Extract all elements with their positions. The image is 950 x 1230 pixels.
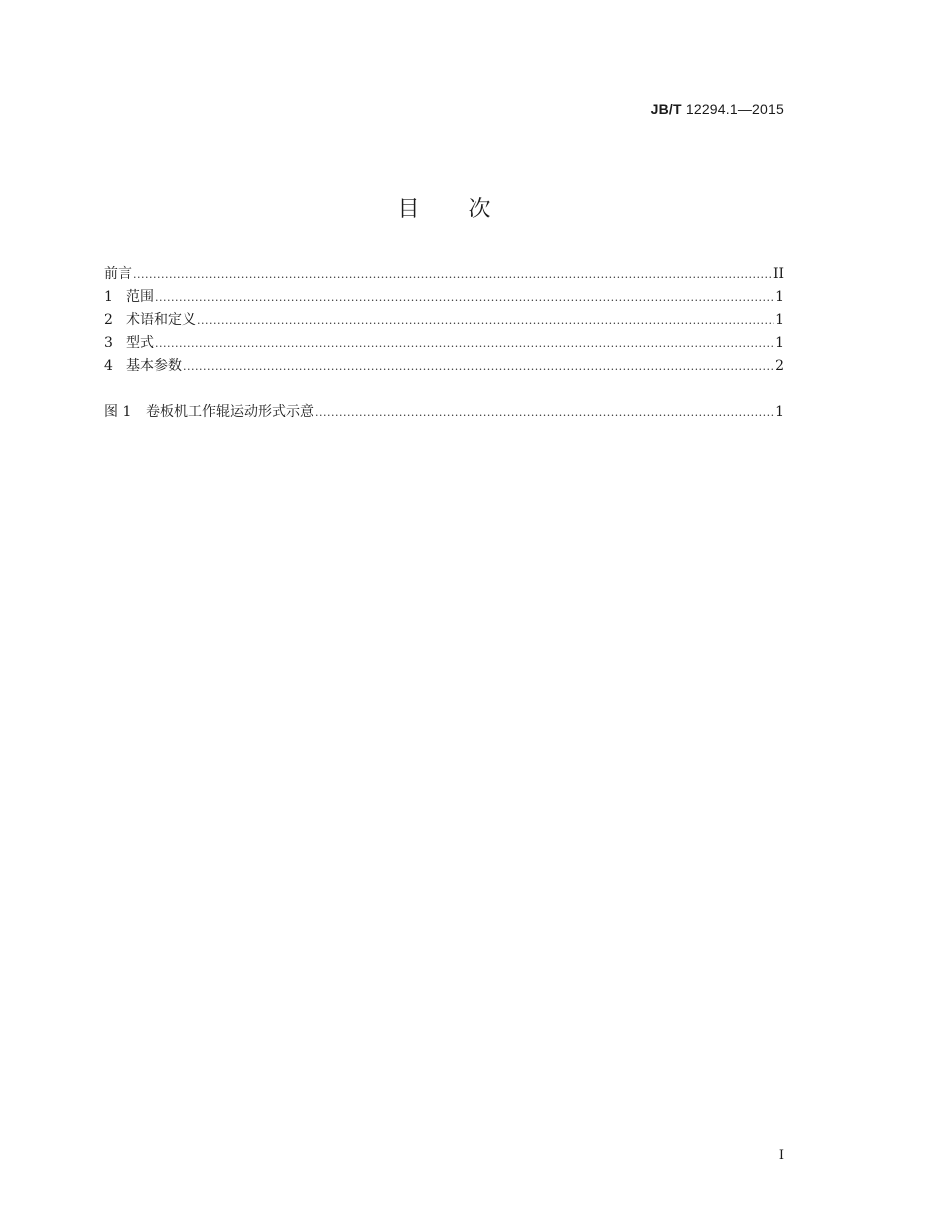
toc-figure-page: 1 <box>775 404 784 420</box>
toc-entry-label: 型式 <box>126 335 154 351</box>
toc-entry-parameters[interactable] <box>104 357 784 380</box>
toc-leader <box>315 404 774 422</box>
toc-entry-page: 1 <box>775 335 784 351</box>
toc-entry-label: 范围 <box>126 289 154 305</box>
toc-entry-page: 2 <box>775 358 784 374</box>
toc-figure-1[interactable] <box>104 403 784 426</box>
toc-entry-number: 1 <box>104 289 113 305</box>
toc-leader <box>197 312 774 330</box>
toc-entry-terms[interactable] <box>104 311 784 334</box>
toc-title: 目 次 <box>397 197 491 222</box>
toc-leader <box>133 266 772 284</box>
toc-figure-label: 卷板机工作辊运动形式示意 <box>146 404 314 420</box>
page-number: I <box>778 1148 784 1163</box>
toc-entry-label: 术语和定义 <box>126 312 196 328</box>
toc-leader <box>155 335 774 353</box>
toc-entry-page: 1 <box>775 312 784 328</box>
toc-leader <box>155 289 774 307</box>
toc-entry-number: 3 <box>104 335 113 351</box>
table-of-contents <box>104 265 784 426</box>
toc-entry-label: 前言 <box>104 266 132 282</box>
standard-code <box>651 101 784 117</box>
toc-entry-number: 4 <box>104 358 113 374</box>
standard-prefix: JB/T <box>650 101 682 117</box>
toc-leader <box>183 358 774 376</box>
toc-entry-number: 2 <box>104 312 113 328</box>
toc-entry-foreword[interactable] <box>104 265 784 288</box>
standard-number: 12294.1—2015 <box>685 101 784 117</box>
toc-entry-scope[interactable] <box>104 288 784 311</box>
toc-figure-number: 图 1 <box>104 404 132 420</box>
toc-entry-page: II <box>772 266 784 282</box>
toc-entry-label: 基本参数 <box>126 358 182 374</box>
toc-entry-page: 1 <box>775 289 784 305</box>
toc-entry-types[interactable] <box>104 334 784 357</box>
